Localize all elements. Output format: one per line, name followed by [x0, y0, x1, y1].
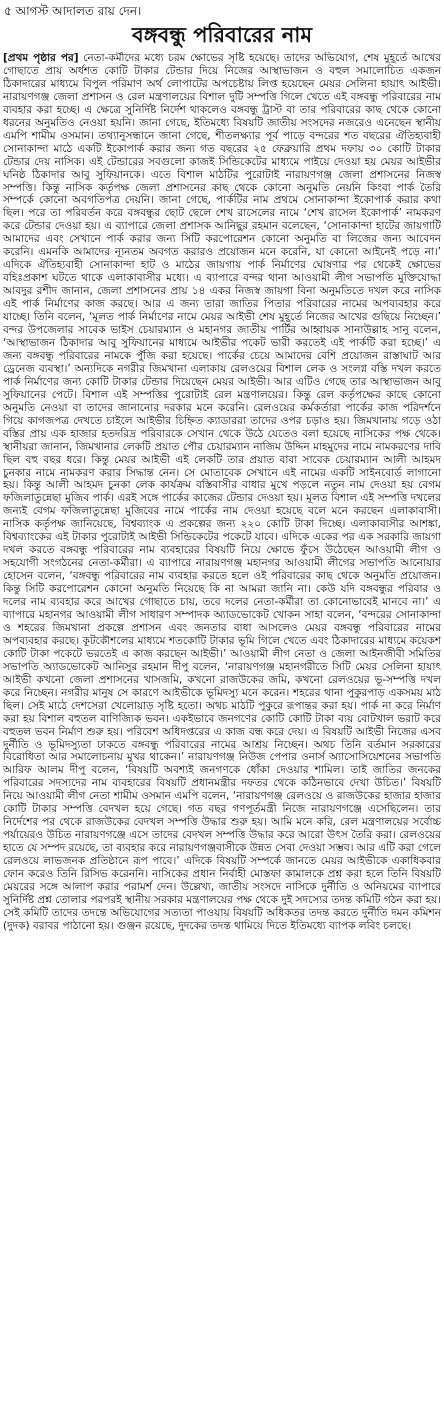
article-body-text: নেতা-কর্মীদের মধ্যে চরম ক্ষোভের সৃষ্টি হয়েছে। তাদের অভিযোগ, শেষ মুহূর্তে আখের গোছাতে প্রায় অর্ধশত কোটি টাকার টেন্ডার দিয়ে নিজের আস্থাভাজন ও বহুল সমালোচিত একজন ঠিকাদারের মাধ্যমে বিপুল পরিমাণ অর্থ লোপাটের অপচেষ্টায় লিপ্ত হয়েছেন মেয়র সেলিনা হায়াৎ আইভী। নারায়ণগঞ্জ জেলা প্রশাসন ও রেল মন্ত্রণালয়ের বিশাল দুটি সম্পত্তি গিলে খেতে এই বঙ্গবন্ধু পরিবারের নাম ব্যবহার করা হচ্ছে। এ ক্ষেত্রে সুনির্দিষ্ট নির্দেশ থাকলেও বঙ্গবন্ধু ট্রাস্ট বা তার পরিবারের কাছ থেকে কোনো ধরনের অনুমতিও নেওয়া হয়নি। জানা গেছে, ইতিমধ্যে বিষয়টি জাতীয় সংসদের নজরেও এনেছেন স্থানীয় এমপি শামীম ওসমান। তথ্যানুসন্ধানে জানা গেছে, শীতলক্ষ্যার পূর্ব পাড়ে বন্দরের শত বছরের ঐতিহ্যবাহী সোনাকান্দা মাঠে একটি ইকোপার্ক করার জন্য গত বছরের ২৫ ফেব্রুয়ারি প্রথম দফায় ৩০ কোটি টাকার টেন্ডার দেয় নাসিক। এই টেন্ডারের সবগুলো কাজই সিন্ডিকেটের মাধ্যমে পাইয়ে দেওয়া হয় মেয়র আইভীর ঘনিষ্ঠ ঠিকাদার আবু সুফিয়ানকে। এতে বিশাল মাঠটির পুরোটাই নারায়ণগঞ্জ জেলা প্রশাসনের নিজস্ব সম্পত্তি। কিন্তু নাসিক কর্তৃপক্ষ জেলা প্রশাসনের কাছ থেকে কোনো অনুমতি নেয়নি কিংবা পার্ক তৈরি সম্পর্কে কোনো অবগতিপত্র দেয়নি। জানা গেছে, পার্কটির নাম প্রথমে সোনাকান্দা ইকোপার্ক করার কথা ছিল। পরে তা পরিবর্তন করে বঙ্গবন্ধুর ছোট ছেলে শেখ রাসেলের নামে ‘শেখ রাসেল ইকোপার্ক’ নামকরণ করে টেন্ডার দেওয়া হয়। এ ব্যাপারে জেলা প্রশাসক আনিছুর রহমান বলেছেন, ‘সোনাকান্দা হাটের জায়গাটি আমাদের এবং সেখানে পার্ক করার জন্য সিটি করপোরেশন কোনো অনুমতি বা লিজের জন্য আবেদন করেনি। এমনকি আমাদের ন্যূনতম অবগত করারও প্রয়োজন মনে করেনি, যা কোনো আইনেই পড়ে না।’ এদিকে ঐতিহ্যবাহী সোনাকান্দা হাট ও মাঠের জায়গায় পার্ক নির্মাণের ঘোষণার পর থেকেই ক্ষোভের বহিঃপ্রকাশ ঘটতে থাকে এলাকাবাসীর মধ্যে। এ ব্যাপারে বন্দর থানা আওয়ামী লীগ সভাপতি মুক্তিযোদ্ধা আবদুর রশীদ জানান, জেলা প্রশাসনের প্রায় ১৪ একর নিজস্ব জায়গা বিনা অনুমতিতে দখল করে নাসিক এই পার্ক নির্মাণের কাজ করছে। আর এ জন্য তারা জাতির পিতার পরিবারের নামের অপব্যবহার করে যাচ্ছে। তিনি বলেন, ‘মূলত পার্ক নির্মাণের নামে মেয়র আইভী শেষ মুহূর্তে নিজের আখের গুছিয়ে নিচ্ছেন।’ বন্দর উপজেলার সাবেক ভাইস চেয়ারম্যান ও মহানগর জাতীয় পার্টির আহ্বায়ক সানাউল্লাহ সানু বলেন, ‘আস্থাভাজন ঠিকাদার আবু সুফিয়ানের মাধ্যমে আইভীর পকেট ভারী করতেই এই পার্কটি করা হচ্ছে।’ এ জন্য বঙ্গবন্ধু পরিবারের নামকে পুঁজি করা হয়েছে। পার্কের চেয়ে আমাদের বেশি প্রয়োজন রাস্তাঘাট আর ড্রেনেজ ব্যবস্থা।’ অন্যদিকে নগরীর জিমখানা এলাকায় রেলওয়ের বিশাল লেক ও সংলগ্ন বস্তি দখল করতে পার্ক নির্মাণের জন্য কোটি টাকার টেন্ডার দিয়েছেন মেয়র আইভী। আর এটিও গেছে তার আস্থাভাজন আবু সুফিয়ানের পেটে। বিশাল এই সম্পত্তির পুরোটাই রেল মন্ত্রণালয়ের। কিন্তু রেল কর্তৃপক্ষের কাছে কোনো অনুমতি নেওয়া বা তাদের জানানোর দরকার মনে করেনি। রেলওয়ের কর্মকর্তারা পার্কের কাজ পরিদর্শনে গিয়ে কাগজপত্র দেখতে চাইলে আইভীর চিহ্নিত ক্যাডাররা তাদের ওপর চড়াও হয়। জিমখানায় গড়ে ওঠা বস্তির প্রায় এক হাজার হতদরিদ্র পরিবারকে সেখান থেকে উঠে যেতেও বলা হয়েছে নাসিকের পক্ষ থেকে। স্থানীয়রা জানান, জিমখানার লেকটি প্রয়াত পৌর চেয়ারম্যান নাজিম উদ্দিন মাহমুদের নামে নামকরণের দাবি ছিল বহু বছর ধরে। কিন্তু মেয়র আইভী এই লেকটি তার প্রয়াত বাবা সাবেক চেয়ারম্যান আলী আহমদ চুনকার নামে নামকরণ করার সিদ্ধান্ত নেন। সে মোতাবেক সেখানে এই নামের একটি সাইনবোর্ড লাগানো হয়। কিন্তু আলী আহমদ চুনকা লেক কার্যক্রম বস্তিবাসীর বাধার মুখে পড়লে নতুন নাম দেওয়া হয় বেগম ফজিলাতুন্নেছা মুজিব পার্ক। এরই সঙ্গে পার্কের কাজের টেন্ডার দেওয়া হয়। মূলত বিশাল এই সম্পত্তি দখলের জন্যই বেগম ফজিলাতুন্নেছা মুজিবের নামে পার্কের নাম দেওয়া হয়েছে বলে মনে করছেন এলাকাবাসী। নাসিক কর্তৃপক্ষ জানিয়েছে, বিশ্বব্যাংক এ প্রকল্পের জন্য ২২০ কোটি টাকা দিচ্ছে। এলাকাবাসীর আশঙ্কা, বিশ্বব্যাংকের এই টাকার পুরোটাই আইভী সিন্ডিকেটের পকেটে যাবে। এদিকে একের পর এক সরকারি জায়গা দখল করতে বঙ্গবন্ধু পরিবারের নাম ব্যবহারের বিষয়টি নিয়ে ক্ষোভে ফুঁসে উঠেছেন আওয়ামী লীগ ও সহযোগী সংগঠনের নেতা-কর্মীরা। এ ব্যাপারে নারায়ণগঞ্জ মহানগর আওয়ামী লীগের সভাপতি আনোয়ার হোসেন বলেন, ‘বঙ্গবন্ধু পরিবারের নাম ব্যবহার করতে হলে ওই পরিবারের কাছ থেকে অনুমতি প্রয়োজন। কিন্তু সিটি করপোরেশন কোনো অনুমতি নিয়েছে কি না আমরা জানি না। কেউ যদি বঙ্গবন্ধুর পরিবার ও দলের নাম ব্যবহার করে আখের গোছাতে চায়, তবে দলের নেতা-কর্মীরা তা কোনোভাবেই মানবে না।’ এ ব্যাপারে মহানগর আওয়ামী লীগ সাধারণ সম্পাদক অ্যাডভোকেট খোকন সাহা বলেন, ‘বন্দরের সোনাকান্দা ও শহরের জিমখানা প্রকল্পে প্রশাসন এবং জনতার বাধা আসলেও মেয়র বঙ্গবন্ধু পরিবারের নামের অপব্যবহার করছে। কূটকৌশলের মাধ্যমে শতকোটি টাকার ভূমি গিলে খেতে এবং ঠিকাদারের মাধ্যমে কয়েকশ কোটি টাকা পকেটে ভরতেই এ কাজ করছেন আইভী।’ আওয়ামী লীগ নেতা ও জেলা আইনজীবী সমিতির সভাপতি অ্যাডভোকেট আনিসুর রহমান দীপু বলেন, ‘নারায়ণগঞ্জ মহানগরীতে সিটি মেয়র সেলিনা হায়াৎ আইভী কখনো জেলা প্রশাসনের খাসজমি, কখনো রাজউকের জমি, কখনো রেলওয়ের ভূ-সম্পত্তি দখল করে নিচ্ছেন। নগরীর মানুষ সে কারণে আইভীকে ভূমিদস্যু মনে করেন। শহরের থানা পুকুরপাড় একসময় মাঠ ছিল। সেই মাঠে দেশসেরা খেলোয়াড় সৃষ্টি হতো। অথচ মাঠটি পুকুরে রূপান্তর করা হয়। পার্ক না করে নির্মাণ করা হয় বিশাল বহুতল বাণিজ্যিক ভবন। একইভাবে জনগণের কোটি কোটি টাকা ব্যয় বোটখাল ভরাট করে বহুতল ভবন নির্মাণ শুরু হয়। পরিবেশ অধিদপ্তরের এ কাজ বন্ধ করে দেয়। এ বিষয়টি আইভী নিজের এসব দুর্নীতি ও ভূমিদস্যুতা ঢাকতে বঙ্গবন্ধু পরিবারের নামের আশ্রয় নিচ্ছেন। অথচ তিনি বর্তমান সরকারের বিরোধিতা আর সমালোচনায় মুখর থাকেন।’ নারায়ণগঞ্জ নিউজ পেপার ওনার্স অ্যাসোসিয়েশনের সভাপতি আরিফ আলম দীপু বলেন, ‘বিষয়টি অবশ্যই জনগণকে ধোঁকা দেওয়ার শামিল। তাই জাতির জনকের পরিবারের সদস্যদের নাম ব্যবহারের বিষয়টি প্রধানমন্ত্রীর দফতর থেকে কঠিনভাবে দেখা উচিত।’ বিষয়টি নিয়ে আওয়ামী লীগ নেতা শামীম ওসমান এমপি বলেন, ‘নারায়ণগঞ্জ রেলওয়ে ও রাজউকের হাজার হাজার কোটি টাকার সম্পত্তি বেদখল হয়ে গেছে। গত বছর গণপূর্তমন্ত্রী নিজে নারায়ণগঞ্জে এসেছিলেন। তার নির্দেশের পর থেকে রাজউকের বেদখল সম্পত্তি উদ্ধার শুরু হয়। আমি মনে করি, রেল মন্ত্রণালয়ের সর্বোচ্চ পর্যায়েরও উচিত নারায়ণগঞ্জে এসে তাদের বেদখল সম্পত্তি উদ্ধার করে আরো উৎস তৈরি করা। রেলওয়ের হাতে যে সম্পদ রয়েছে, তা ব্যবহার করে নারায়ণগঞ্জবাসীকে উন্নত সেবা দেওয়া সম্ভব। আর এটি করা গেলে রেলওয়ে লাভজনক প্রতিষ্ঠানে রূপ পাবে।’ এদিকে বিষয়টি সম্পর্কে জানতে মেয়র আইভীকে একাধিকবার ফোন করেও তিনি রিসিভ করেননি। নাসিকের প্রধান নির্বাহী মোস্তফা কামালকে প্রশ্ন করা হলে তিনি বিষয়টি মেয়রের সঙ্গে আলাপ করার পরামর্শ দেন। উল্লেখ্য, জাতীয় সংসদে নাসিকে দুর্নীতি ও অনিয়মের ব্যাপারে সুনির্দিষ্ট প্রশ্ন তোলার পরপরই স্থানীয় সরকার মন্ত্রণালয়ের পক্ষ থেকে দুই সদস্যের তদন্ত কমিটি গঠন করা হয়। সেই কমিটি তাদের তদন্তে অভিযোগের সত্যতা পাওয়ায় বিষয়টি অধিকতর তদন্ত করতে দুর্নীতি দমন কমিশন (দুদক) বরাবর পাঠানো হয়। গুঞ্জন রয়েছে, দুদকের তদন্ত থামিয়ে দিতে ইতিমধ্যে ব্যাপক লবিং চলছে। [3, 52, 441, 932]
article-body [3, 52, 441, 1404]
continuation-tag: [প্রথম পৃষ্ঠার পর] [3, 52, 79, 64]
previous-column-ending: ৫ আগস্ট আদালত রায় দেন। [4, 4, 142, 18]
article-headline: বঙ্গবন্ধু পরিবারের নাম [132, 23, 312, 47]
